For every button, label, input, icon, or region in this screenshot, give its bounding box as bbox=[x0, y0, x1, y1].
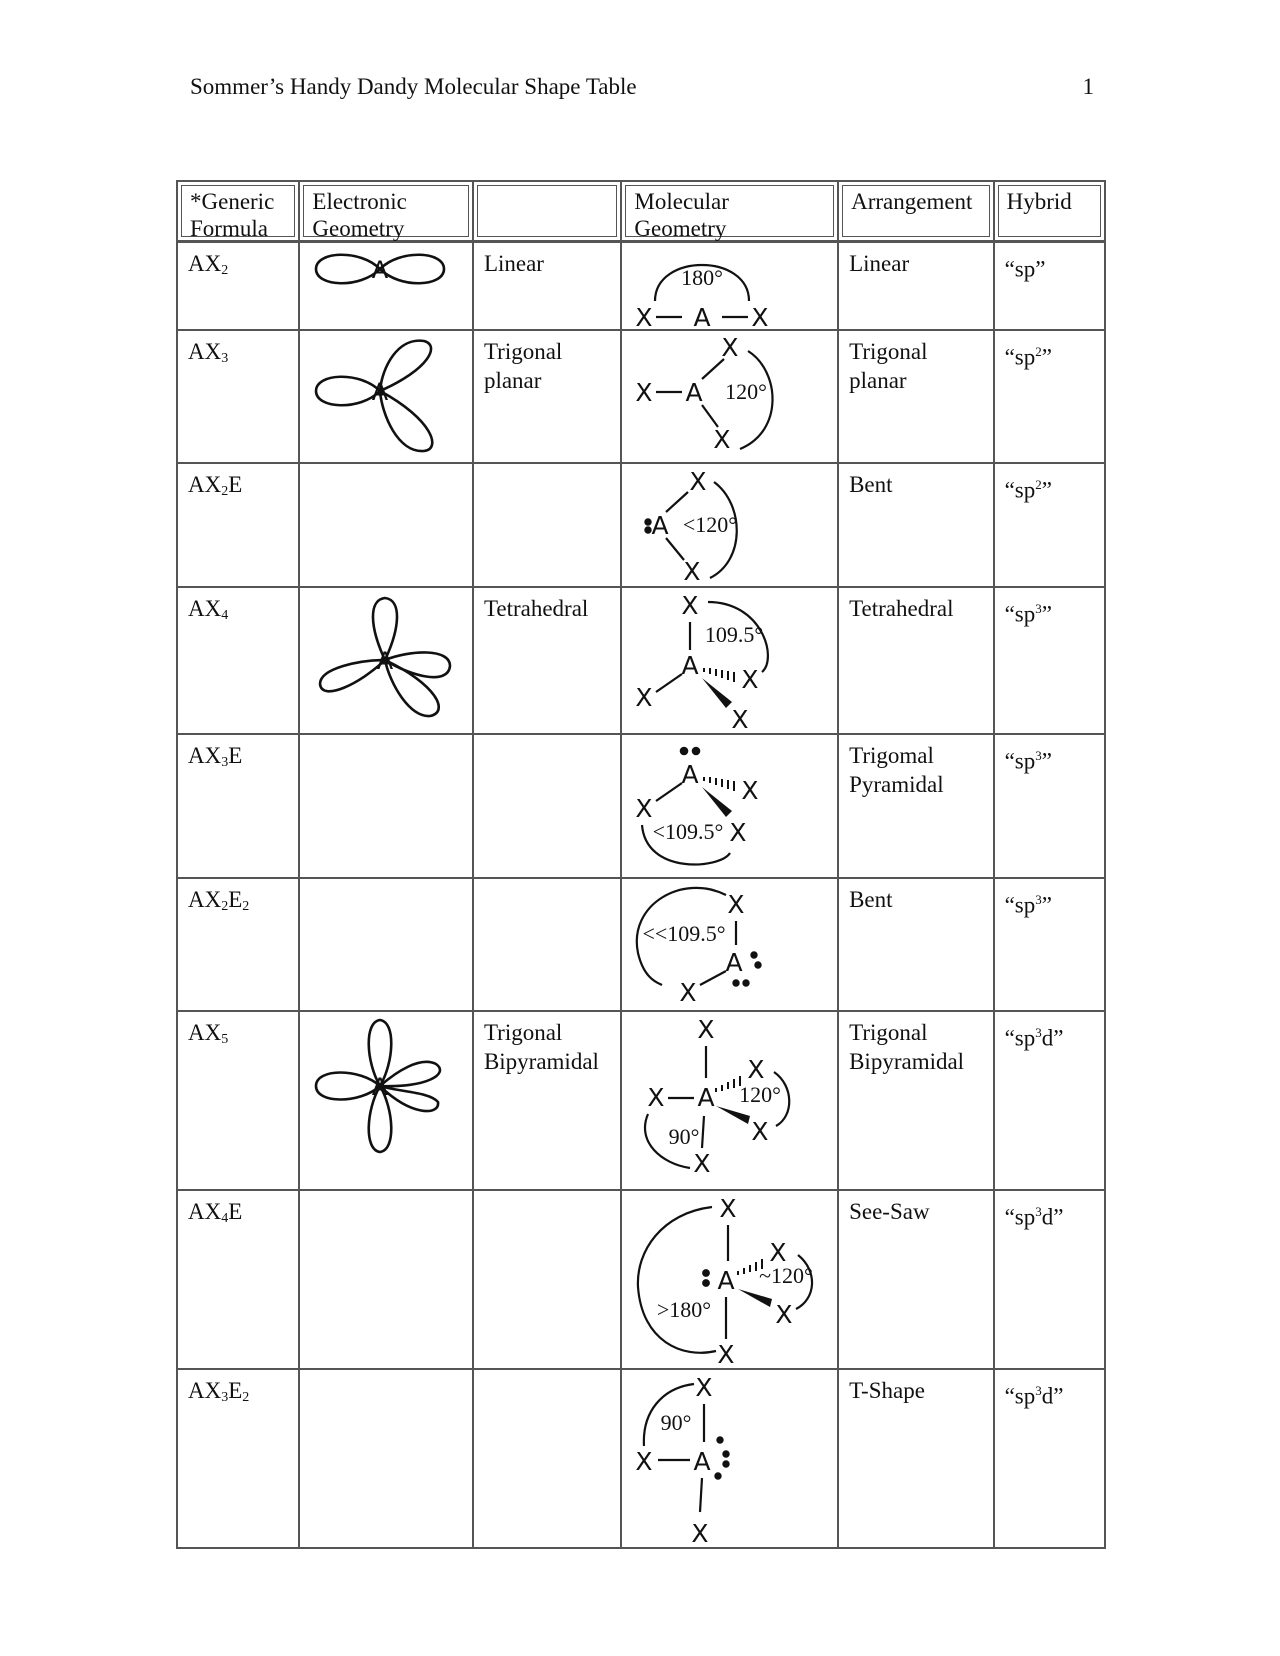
table-row bbox=[176, 464, 1106, 588]
arrangement-name: Linear bbox=[849, 251, 910, 276]
svg-text:A: A bbox=[372, 378, 389, 406]
orbital-diagram-linear bbox=[300, 243, 474, 331]
electronic-geometry-empty bbox=[300, 735, 474, 879]
svg-text:X: X bbox=[635, 303, 653, 329]
molecular-geometry-diagram bbox=[622, 1370, 839, 1549]
hybridization: “sp” bbox=[1004, 256, 1046, 282]
electronic-geometry-name bbox=[474, 879, 620, 891]
header-molecular-geometry: Molecular Geometry bbox=[622, 180, 839, 243]
svg-text:>180°: >180° bbox=[657, 1297, 712, 1322]
electronic-geometry-name bbox=[474, 1191, 620, 1203]
generic-formula: $AX_3E$ bbox=[188, 743, 243, 770]
electronic-geometry-empty bbox=[300, 464, 474, 588]
svg-text:120°: 120° bbox=[725, 379, 768, 404]
arrangement-name: T-Shape bbox=[849, 1378, 925, 1403]
svg-text:X: X bbox=[741, 776, 759, 805]
svg-text:X: X bbox=[751, 1117, 769, 1146]
svg-text:<<109.5°: <<109.5° bbox=[642, 921, 726, 946]
table-row bbox=[176, 1370, 1106, 1549]
svg-text:X: X bbox=[635, 794, 653, 823]
electronic-geometry-empty bbox=[300, 879, 474, 1012]
generic-formula: $AX_2E_2$ bbox=[188, 887, 250, 914]
svg-text:~120°: ~120° bbox=[759, 1263, 814, 1288]
table-row bbox=[176, 1191, 1106, 1370]
svg-text:90°: 90° bbox=[661, 1410, 692, 1435]
molecular-geometry-diagram bbox=[622, 243, 839, 331]
svg-text:A: A bbox=[651, 511, 669, 540]
table-row bbox=[176, 588, 1106, 735]
electronic-geometry-name: Tetrahedral bbox=[483, 596, 589, 621]
header-blank bbox=[474, 180, 622, 243]
page-title: Sommer’s Handy Dandy Molecular Shape Table bbox=[190, 74, 637, 99]
orbital-diagram-tetrahedral bbox=[300, 588, 474, 735]
hybridization: “$sp^3d$” bbox=[1004, 1383, 1064, 1409]
arrangement-name: Trigonal planar bbox=[849, 339, 928, 393]
svg-text:X: X bbox=[693, 1149, 711, 1178]
hybridization: “$sp^3$” bbox=[1004, 892, 1052, 918]
svg-text:X: X bbox=[691, 1519, 709, 1547]
svg-text:A: A bbox=[693, 303, 711, 329]
svg-text:X: X bbox=[695, 1373, 713, 1402]
svg-text:A: A bbox=[681, 760, 699, 789]
svg-text:180°: 180° bbox=[681, 265, 724, 290]
electronic-geometry-empty bbox=[300, 1370, 474, 1549]
hybridization: “$sp^2$” bbox=[1004, 344, 1052, 370]
molecular-shape-table bbox=[176, 180, 1106, 1549]
header-hybrid: Hybrid bbox=[995, 180, 1106, 243]
molecular-geometry-diagram bbox=[622, 1012, 839, 1191]
table-row bbox=[176, 331, 1106, 464]
svg-text:X: X bbox=[681, 591, 699, 620]
svg-text:A: A bbox=[693, 1447, 711, 1476]
svg-text:X: X bbox=[747, 1055, 765, 1084]
svg-text:X: X bbox=[713, 425, 731, 454]
svg-text:X: X bbox=[727, 890, 745, 919]
svg-text:A: A bbox=[377, 647, 394, 675]
hybridization: “$sp^3$” bbox=[1004, 748, 1052, 774]
electronic-geometry-name bbox=[474, 735, 620, 747]
electronic-geometry-name: Linear bbox=[483, 251, 544, 276]
svg-text:90°: 90° bbox=[669, 1124, 700, 1149]
svg-text:A: A bbox=[697, 1083, 715, 1112]
svg-text:<120°: <120° bbox=[683, 512, 738, 537]
molecular-geometry-diagram bbox=[622, 464, 839, 588]
table-row bbox=[176, 735, 1106, 879]
hybridization: “$sp^2$” bbox=[1004, 477, 1052, 503]
svg-text:X: X bbox=[635, 378, 653, 407]
svg-text:A: A bbox=[717, 1266, 735, 1295]
svg-text:<109.5°: <109.5° bbox=[653, 819, 724, 844]
table-row bbox=[176, 243, 1106, 331]
page-number: 1 bbox=[1082, 74, 1094, 99]
electronic-geometry-name: Trigonal Bipyramidal bbox=[483, 1020, 599, 1074]
arrangement-name: Bent bbox=[849, 472, 893, 497]
svg-text:120°: 120° bbox=[739, 1082, 782, 1107]
svg-text:X: X bbox=[679, 978, 697, 1007]
svg-text:X: X bbox=[769, 1238, 787, 1267]
svg-text:A: A bbox=[685, 378, 703, 407]
generic-formula: $AX_4$ bbox=[188, 596, 229, 623]
molecular-geometry-diagram bbox=[622, 588, 839, 735]
svg-text:X: X bbox=[697, 1015, 715, 1044]
electronic-geometry-empty bbox=[300, 1191, 474, 1370]
header-electronic-geometry: Electronic Geometry bbox=[300, 180, 474, 243]
arrangement-name: Bent bbox=[849, 887, 893, 912]
arrangement-name: See-Saw bbox=[849, 1199, 930, 1224]
hybridization: “$sp^3d$” bbox=[1004, 1025, 1064, 1051]
generic-formula: $AX_5$ bbox=[188, 1020, 229, 1047]
hybridization: “$sp^3d$” bbox=[1004, 1204, 1064, 1230]
svg-text:109.5°: 109.5° bbox=[705, 622, 764, 647]
generic-formula: $AX_4E$ bbox=[188, 1199, 243, 1226]
svg-text:X: X bbox=[731, 705, 749, 733]
header-generic-formula: *Generic Formula bbox=[176, 180, 300, 243]
svg-text:X: X bbox=[635, 1447, 653, 1476]
svg-text:X: X bbox=[719, 1194, 737, 1223]
molecular-geometry-diagram bbox=[622, 879, 839, 1012]
hybridization: “$sp^3$” bbox=[1004, 601, 1052, 627]
arrangement-name: Trigomal Pyramidal bbox=[849, 743, 944, 797]
orbital-diagram-trigonal-bipyramidal bbox=[300, 1012, 474, 1191]
svg-text:A: A bbox=[681, 651, 699, 680]
header-arrangement: Arrangement bbox=[839, 180, 995, 243]
generic-formula: $AX_2E$ bbox=[188, 472, 243, 499]
svg-text:X: X bbox=[717, 1340, 735, 1368]
orbital-diagram-trigonal bbox=[300, 331, 474, 464]
table-row bbox=[176, 1012, 1106, 1191]
generic-formula: $AX_3$ bbox=[188, 339, 229, 366]
arrangement-name: Trigonal Bipyramidal bbox=[849, 1020, 965, 1074]
electronic-geometry-name: Trigonal planar bbox=[483, 339, 563, 393]
page-header bbox=[190, 74, 1094, 108]
electronic-geometry-name bbox=[474, 1370, 620, 1382]
table-row bbox=[176, 879, 1106, 1012]
svg-text:X: X bbox=[689, 467, 707, 496]
molecular-geometry-diagram bbox=[622, 1191, 839, 1370]
svg-text:X: X bbox=[729, 818, 747, 847]
table-header-row bbox=[176, 180, 1106, 243]
svg-text:X: X bbox=[751, 303, 769, 329]
svg-text:A: A bbox=[372, 1073, 389, 1101]
svg-text:X: X bbox=[683, 557, 701, 586]
svg-text:A: A bbox=[725, 948, 743, 977]
electronic-geometry-name bbox=[474, 464, 620, 476]
svg-text:X: X bbox=[775, 1300, 793, 1329]
svg-text:A: A bbox=[372, 256, 389, 284]
arrangement-name: Tetrahedral bbox=[849, 596, 954, 621]
molecular-geometry-diagram bbox=[622, 735, 839, 879]
svg-text:X: X bbox=[721, 333, 739, 362]
svg-text:X: X bbox=[647, 1083, 665, 1112]
svg-text:X: X bbox=[741, 665, 759, 694]
molecular-geometry-diagram bbox=[622, 331, 839, 464]
generic-formula: $AX_3E_2$ bbox=[188, 1378, 250, 1405]
svg-text:X: X bbox=[635, 683, 653, 712]
generic-formula: $AX_2$ bbox=[188, 251, 229, 278]
